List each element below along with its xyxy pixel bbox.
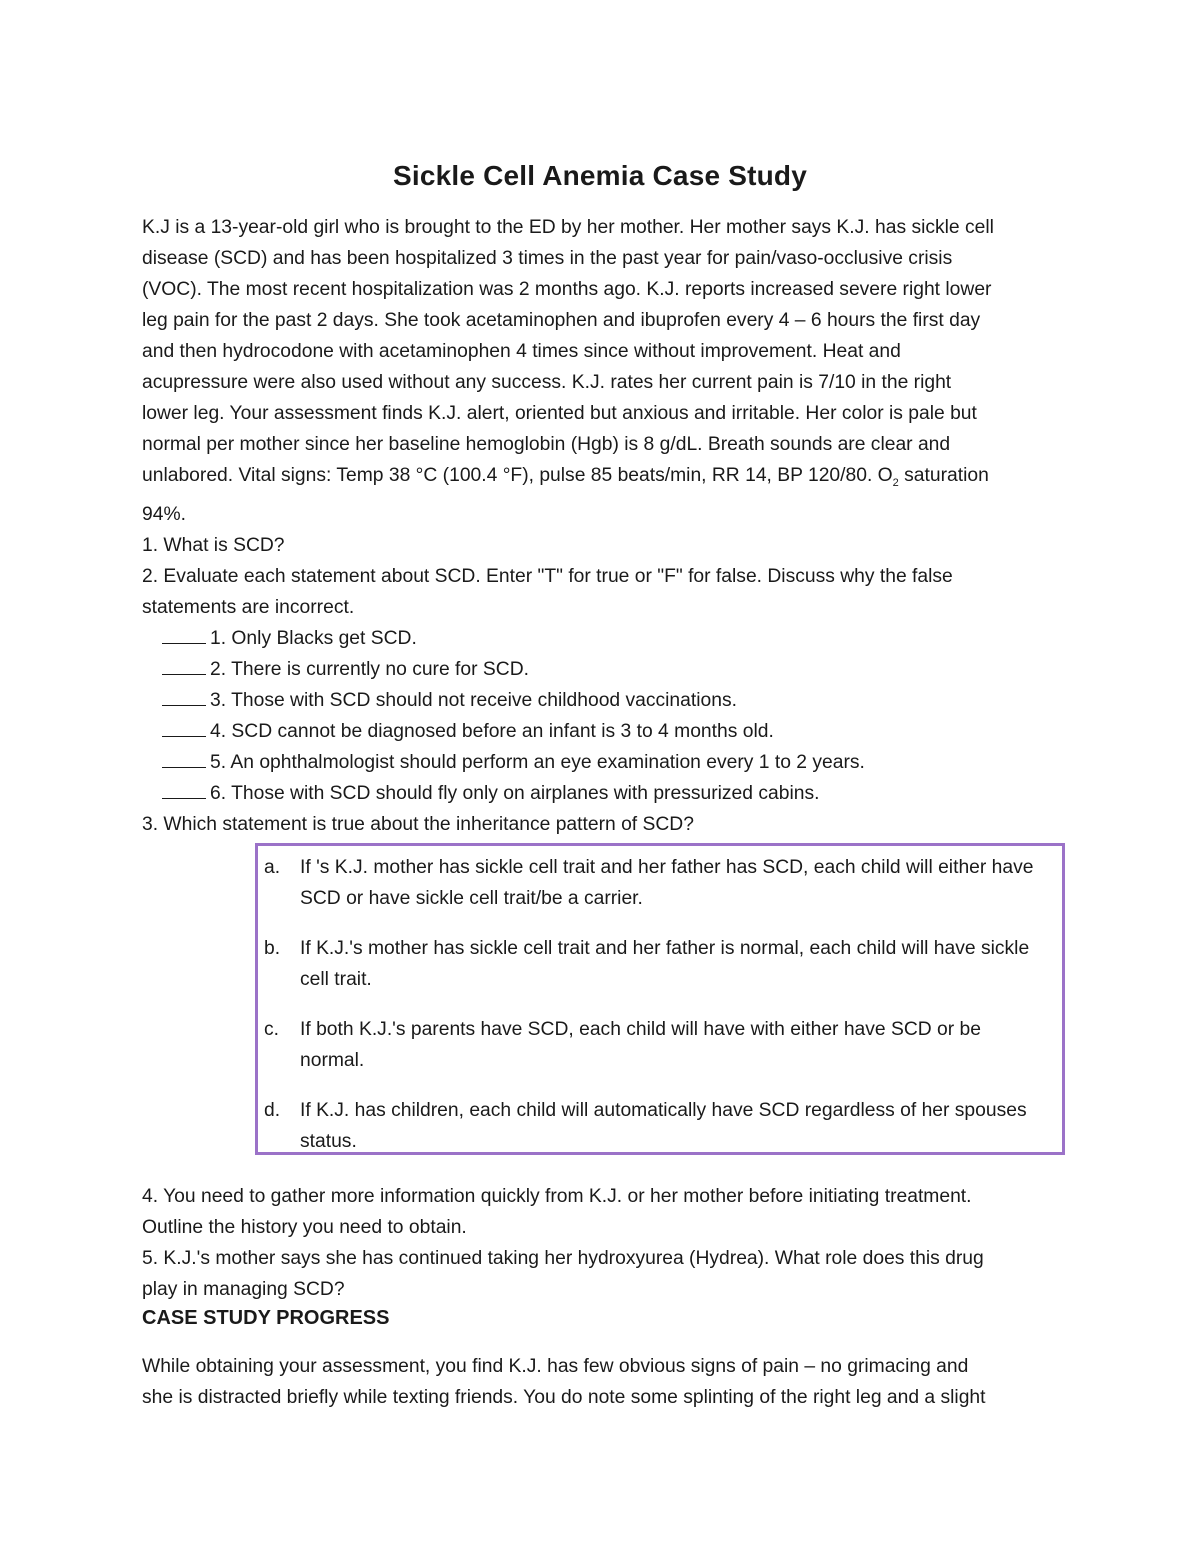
answer-choice-a[interactable]: [264, 852, 1044, 914]
tf-statement: [142, 685, 1062, 716]
choice-text: If 's K.J. mother has sickle cell trait and her father has SCD, each child will either have SCD or have sickle cell trait/be a carrier.: [300, 857, 1034, 909]
progress-line: she is distracted briefly while texting friends. You do note some splinting of the right leg and a slight: [142, 1387, 986, 1408]
tf-statement-text: 2. There is currently no cure for SCD.: [210, 658, 529, 680]
section-heading: CASE STUDY PROGRESS: [142, 1307, 390, 1329]
choice-letter: b.: [264, 938, 281, 959]
tf-statement-text: 5. An ophthalmologist should perform an eye examination every 1 to 2 years.: [210, 751, 865, 773]
intro-line: leg pain for the past 2 days. She took acetaminophen and ibuprofen every 4 – 6 hours the first day: [142, 310, 981, 331]
question-5-line: 5. K.J.'s mother says she has continued taking her hydroxyurea (Hydrea). What role does this drug: [142, 1248, 984, 1269]
intro-line: K.J is a 13-year-old girl who is brought to the ED by her mother. Her mother says K.J. has sickle cell: [142, 217, 994, 238]
case-description: [142, 212, 1062, 840]
tf-statement-text: 1. Only Blacks get SCD.: [210, 627, 417, 649]
question-2-line: 2. Evaluate each statement about SCD. Enter "T" for true or "F" for false. Discuss why the false: [142, 565, 953, 587]
choice-text: If K.J.'s mother has sickle cell trait and her father is normal, each child will have sickle cell trait.: [300, 938, 1030, 990]
progress-line: While obtaining your assessment, you find K.J. has few obvious signs of pain – no grimacing and: [142, 1356, 969, 1377]
question-4-line: Outline the history you need to obtain.: [142, 1217, 467, 1238]
answer-blank[interactable]: [162, 717, 206, 737]
choice-letter: a.: [264, 857, 281, 878]
tf-statement: [142, 716, 1062, 747]
vitals-suffix: saturation: [898, 465, 989, 486]
tf-statement-text: 3. Those with SCD should not receive childhood vaccinations.: [210, 689, 737, 711]
answer-blank[interactable]: [162, 748, 206, 768]
tf-statement-text: 4. SCD cannot be diagnosed before an infant is 3 to 4 months old.: [210, 720, 774, 742]
choice-letter: c.: [264, 1019, 279, 1040]
question-2-line: statements are incorrect.: [142, 596, 355, 618]
vitals-line: [142, 460, 1062, 499]
tf-statement-text: 6. Those with SCD should fly only on airplanes with pressurized cabins.: [210, 782, 820, 804]
question-4-line: 4. You need to gather more information quickly from K.J. or her mother before initiating treatment.: [142, 1186, 972, 1207]
answer-blank[interactable]: [162, 686, 206, 706]
vitals-text: unlabored. Vital signs: Temp 38 °C (100.4 °F), pulse 85 beats/min, RR 14, BP 120/80. O: [142, 465, 893, 486]
choice-text: If both K.J.'s parents have SCD, each child will have with either have SCD or be normal.: [300, 1019, 982, 1071]
answer-choice-c[interactable]: [264, 1014, 1044, 1076]
choice-letter: d.: [264, 1100, 281, 1121]
tf-statement: [142, 654, 1062, 685]
question-3: 3. Which statement is true about the inheritance pattern of SCD?: [142, 813, 694, 835]
intro-line: disease (SCD) and has been hospitalized 3 times in the past year for pain/vaso-occlusive crisis: [142, 248, 953, 269]
intro-line: acupressure were also used without any success. K.J. rates her current pain is 7/10 in the right: [142, 372, 952, 393]
choice-text: If K.J. has children, each child will automatically have SCD regardless of her spouses status.: [300, 1100, 1027, 1152]
answer-choice-d[interactable]: [264, 1095, 1044, 1157]
answer-choice-b[interactable]: [264, 933, 1044, 995]
true-false-list: [142, 623, 1062, 809]
answer-blank[interactable]: [162, 624, 206, 644]
vitals-last: 94%.: [142, 503, 186, 525]
o2-subscript: 2: [892, 476, 899, 489]
answer-blank[interactable]: [162, 779, 206, 799]
question-1: 1. What is SCD?: [142, 534, 285, 556]
intro-line: lower leg. Your assessment finds K.J. alert, oriented but anxious and irritable. Her color is pale but: [142, 403, 977, 424]
lower-questions: [142, 1181, 1062, 1413]
question-5-line: play in managing SCD?: [142, 1279, 345, 1300]
tf-statement: [142, 623, 1062, 654]
intro-line: (VOC). The most recent hospitalization was 2 months ago. K.J. reports increased severe right lower: [142, 279, 992, 300]
tf-statement: [142, 747, 1062, 778]
intro-line: and then hydrocodone with acetaminophen 4 times since without improvement. Heat and: [142, 341, 901, 362]
answer-choices-list: [264, 852, 1044, 1176]
intro-line: normal per mother since her baseline hemoglobin (Hgb) is 8 g/dL. Breath sounds are clear and: [142, 434, 951, 455]
document-title: Sickle Cell Anemia Case Study: [392, 160, 808, 191]
tf-statement: [142, 778, 1062, 809]
answer-blank[interactable]: [162, 655, 206, 675]
